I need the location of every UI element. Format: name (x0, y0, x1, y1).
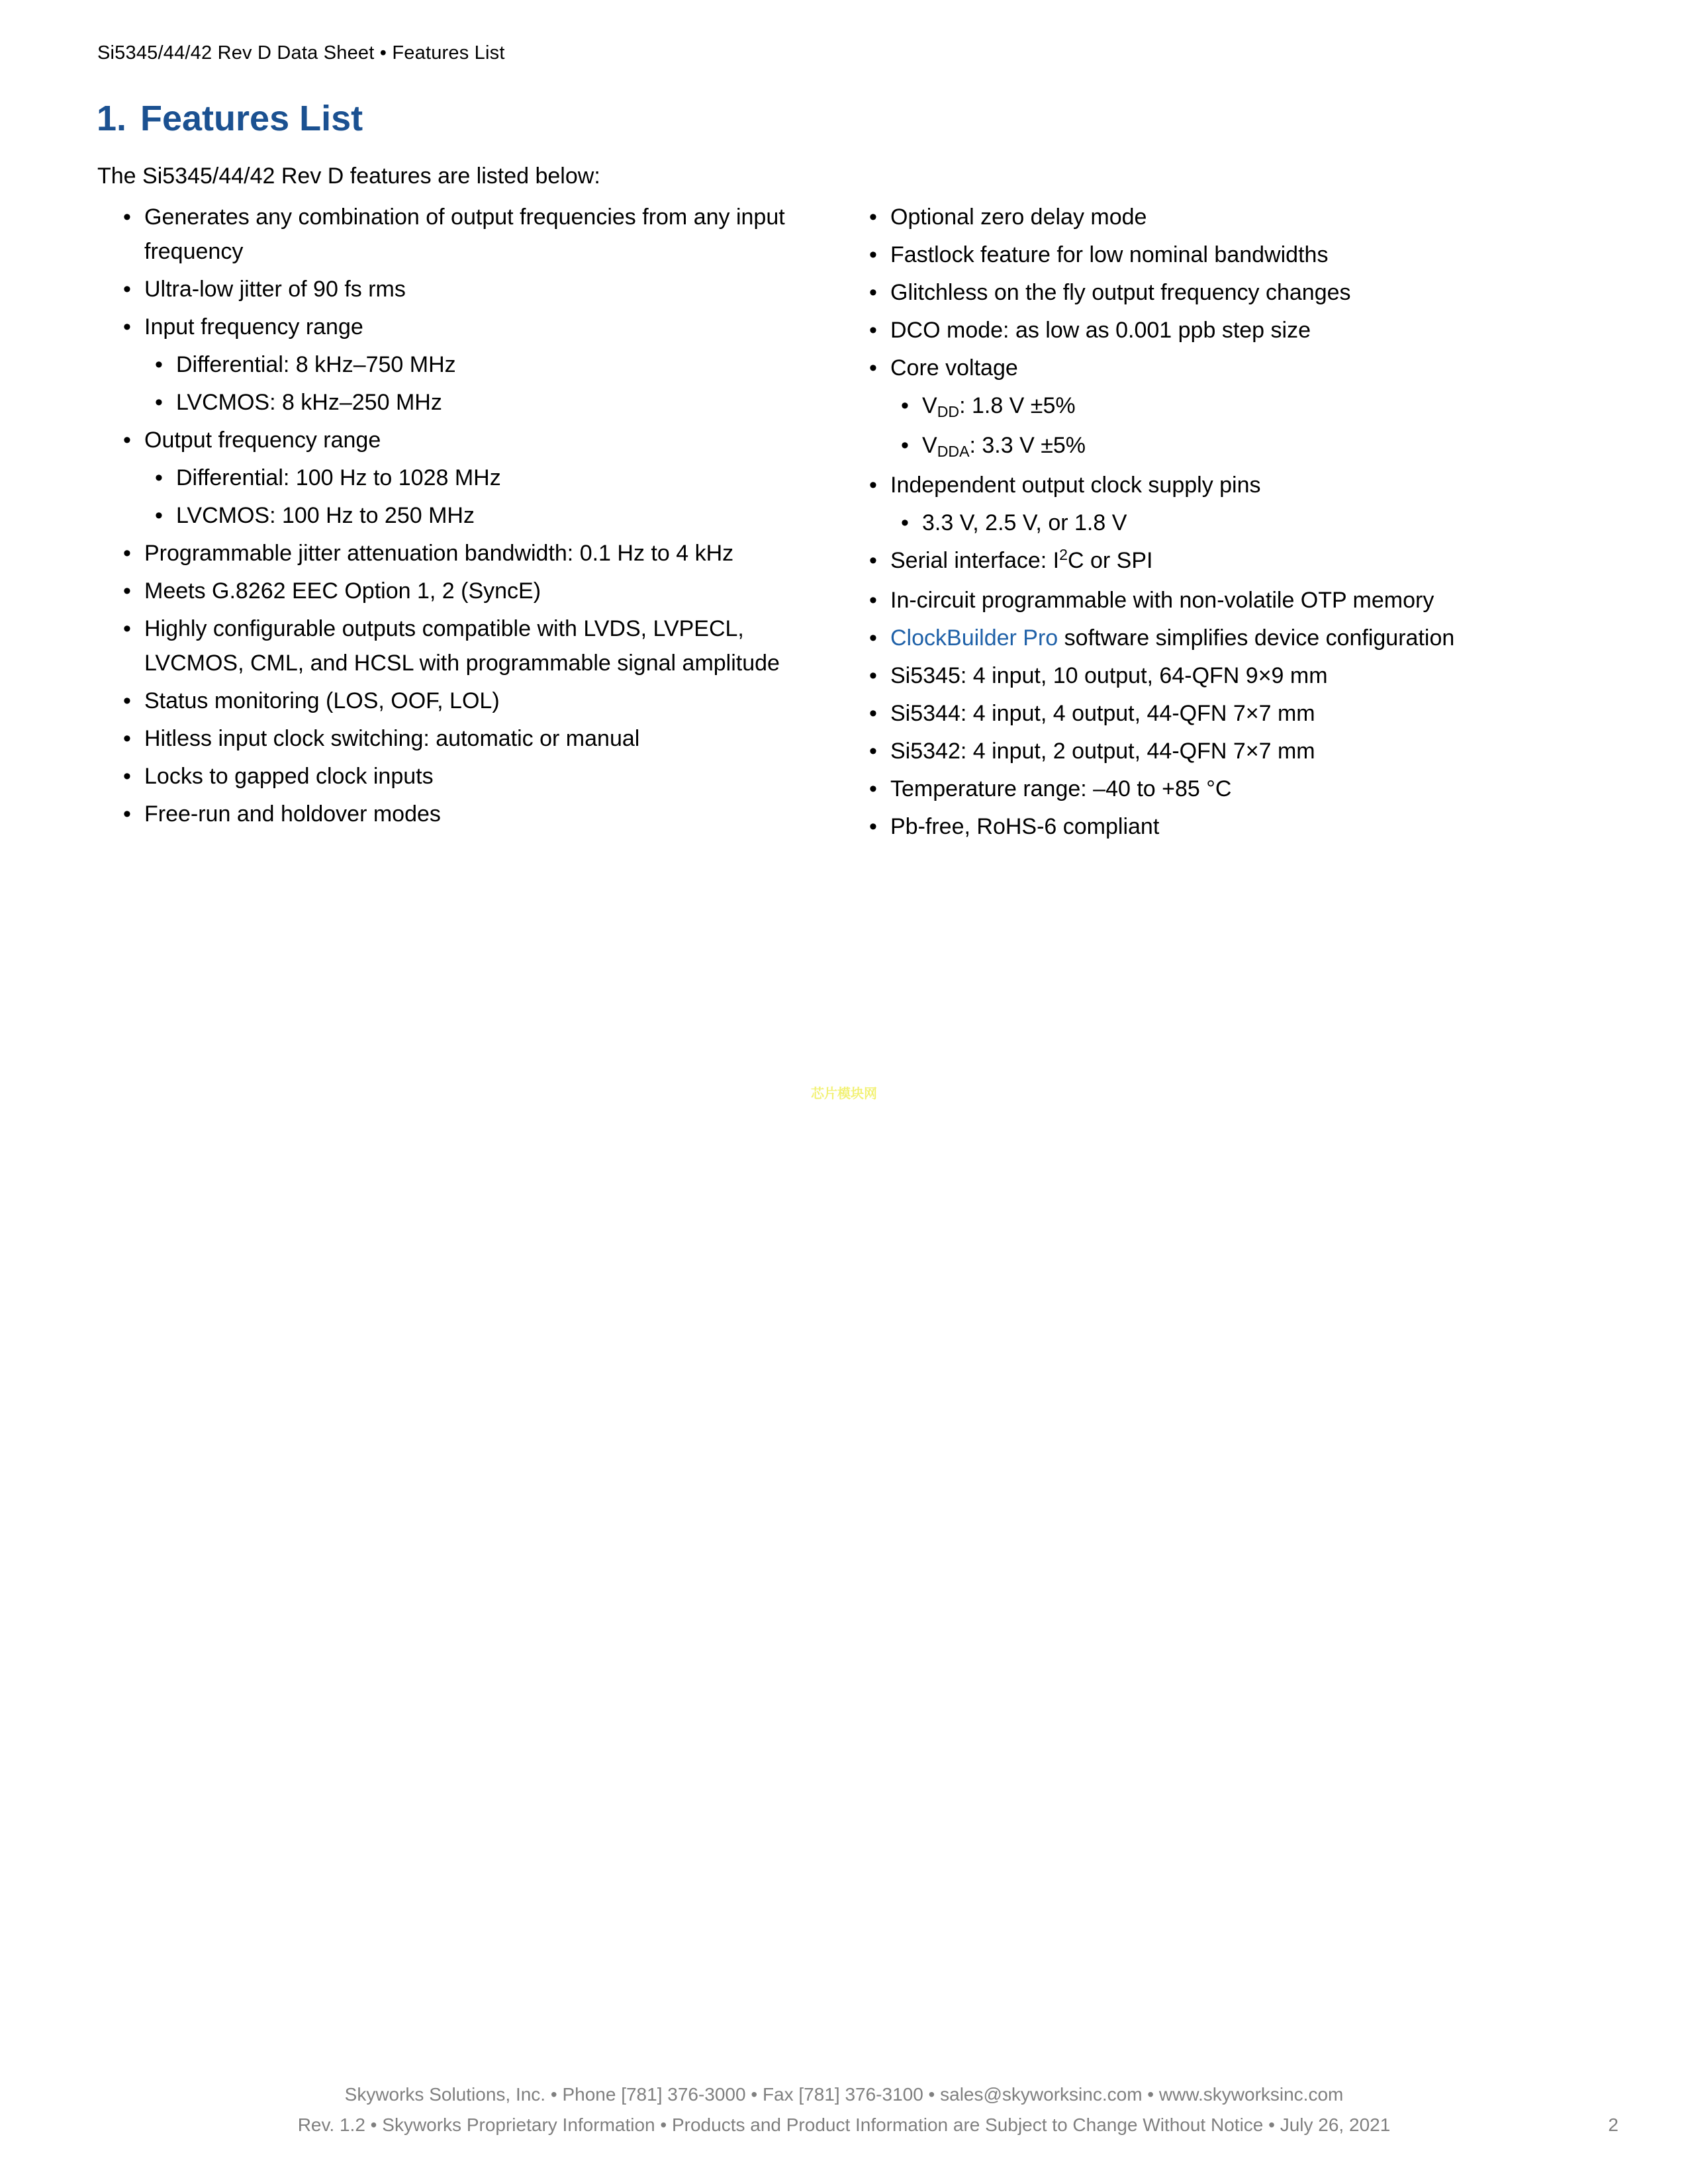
feature-item: • Output frequency range (119, 423, 796, 457)
feature-item: • Serial interface: $I^2C$ or SPI (865, 543, 1534, 580)
subscript-text: DDA (937, 443, 970, 461)
feature-item: • Ultra-low jitter of 90 fs rms (119, 272, 796, 306)
feature-item: • 3.3 V, 2.5 V, or 1.8 V (897, 506, 1534, 540)
feature-item: • Glitchless on the fly output frequency changes (865, 275, 1534, 310)
feature-item: • Si5344: 4 input, 4 output, 44-QFN 7×7 mm (865, 696, 1534, 731)
feature-item: • Pb-free, RoHS-6 compliant (865, 809, 1534, 844)
feature-item: • $V_{DD}$: 1.8 V ±5% (897, 388, 1534, 425)
running-header: Si5345/44/42 Rev D Data Sheet • Features List (97, 42, 505, 64)
section-title: Features List (140, 99, 363, 138)
feature-item: • Si5342: 4 input, 2 output, 44-QFN 7×7 mm (865, 734, 1534, 768)
feature-item: • Programmable jitter attenuation bandwidth: 0.1 Hz to 4 kHz (119, 536, 796, 570)
feature-item: • LVCMOS: 8 kHz–250 MHz (151, 385, 796, 420)
footer-contact-line: Skyworks Solutions, Inc. • Phone [781] 376-3000 • Fax [781] 376-3100 • sales@skyworksinc.com • www.skyworksinc.com (344, 2084, 1344, 2105)
section-heading (97, 98, 363, 139)
clockbuilder-pro-link[interactable]: ClockBuilder Pro (890, 625, 1058, 651)
watermark-text: 芯片模块网 (811, 1087, 877, 1101)
subscript-text: DD (937, 403, 960, 421)
page-footer (0, 2079, 1688, 2140)
feature-item: • Independent output clock supply pins (865, 468, 1534, 502)
feature-item: • Differential: 8 kHz–750 MHz (151, 347, 796, 382)
feature-item: • Fastlock feature for low nominal bandwidths (865, 238, 1534, 272)
feature-item: • Meets G.8262 EEC Option 1, 2 (SyncE) (119, 574, 796, 608)
feature-item: • Highly configurable outputs compatible with LVDS, LVPECL, LVCMOS, CML, and HCSL with programmable signal amplitude (119, 612, 796, 680)
feature-item: • In-circuit programmable with non-volatile OTP memory (865, 583, 1534, 617)
feature-item: • Si5345: 4 input, 10 output, 64-QFN 9×9 mm (865, 659, 1534, 693)
feature-item: • Input frequency range (119, 310, 796, 344)
feature-item: • Free-run and holdover modes (119, 797, 796, 831)
feature-item: • ClockBuilder Pro software simplifies device configuration (865, 621, 1534, 655)
feature-item: • Temperature range: –40 to +85 °C (865, 772, 1534, 806)
feature-item: • Differential: 100 Hz to 1028 MHz (151, 461, 796, 495)
feature-list-right (865, 200, 1534, 847)
feature-item: • $V_{DDA}$: 3.3 V ±5% (897, 428, 1534, 465)
feature-item: • DCO mode: as low as 0.001 ppb step size (865, 313, 1534, 347)
intro-text: The Si5345/44/42 Rev D features are listed below: (97, 163, 600, 189)
feature-item: • Core voltage (865, 351, 1534, 385)
footer-revision-line: Rev. 1.2 • Skyworks Proprietary Information • Products and Product Information are Subject to Change Without Notice • July 26, 2021 (297, 2115, 1391, 2135)
page-number: 2 (1608, 2115, 1618, 2135)
feature-item: • Status monitoring (LOS, OOF, LOL) (119, 684, 796, 718)
feature-item: • LVCMOS: 100 Hz to 250 MHz (151, 498, 796, 533)
superscript-text: 2 (1059, 546, 1068, 564)
feature-item: • Locks to gapped clock inputs (119, 759, 796, 794)
feature-item: • Optional zero delay mode (865, 200, 1534, 234)
feature-item: • Hitless input clock switching: automatic or manual (119, 721, 796, 756)
feature-list-left (119, 200, 796, 835)
feature-item: • Generates any combination of output frequencies from any input frequency (119, 200, 796, 269)
section-number: 1. (97, 99, 127, 138)
